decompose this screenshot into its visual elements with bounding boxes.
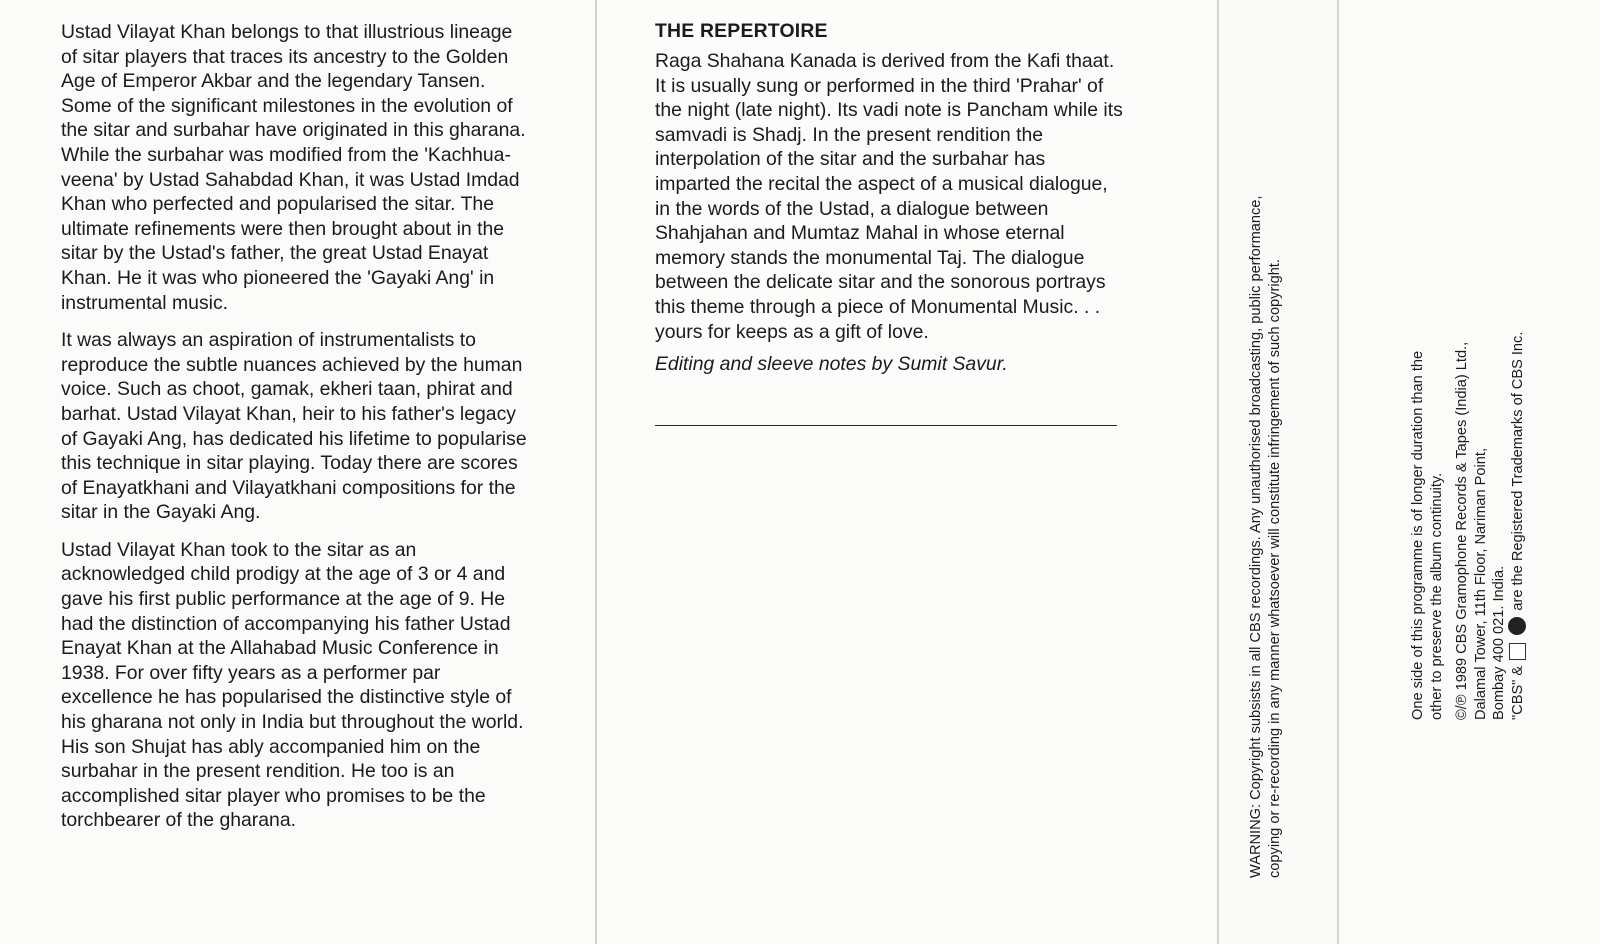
biography-panel	[0, 0, 595, 944]
biography-paragraph-1: Ustad Vilayat Khan belongs to that illustrious lineage of sitar players that traces its ancestry to the Golden Age of Emperor Akbar and the legendary Tansen. Some of the significant milestones in the evolution of the sitar and surbahar have originated in this gharana. While the surbahar was modified from the 'Kachhua-veena' by Ustad Sahabdad Khan, it was Ustad Imdad Khan who perfected and popularised the sitar. The ultimate refinements were then brought about in the sitar by the Ustad's father, the great Ustad Enayat Khan. He it was who pioneered the 'Gayaki Ang' in instrumental music.	[61, 21, 526, 314]
sleeve-notes-credit: Editing and sleeve notes by Sumit Savur.	[655, 353, 1008, 376]
warning-line-1: WARNING: Copyright subsists in all CBS recordings. Any unauthorised broadcasting, public performance,	[1248, 195, 1264, 878]
copyright-line-3: Bombay 400 021. India.	[1491, 565, 1508, 720]
trademark-line	[1509, 332, 1528, 720]
biography-column	[61, 20, 531, 846]
biography-paragraph-2: It was always an aspiration of instrumentalists to reproduce the subtle nuances achieved by the human voice. Such as choot, gamak, ekheri taan, phirat and barhat. Ustad Vilayat Khan, heir to his father's legacy of Gayaki Ang, has dedicated his lifetime to popularise this technique in sitar playing. Today there are scores of Enayatkhani and Vilayatkhani compositions for the sitar in the Gayaki Ang.	[61, 329, 527, 524]
publisher-text	[1409, 332, 1528, 720]
biography-paragraph-3: Ustad Vilayat Khan took to the sitar as an acknowledged child prodigy at the age of 3 or 4 and gave his first public performance at the age of 9. He had the distinction of accompanying his father Ustad Enayat Khan at the Allahabad Music Conference in 1938. For over fifty years as a performer par excellence he has popularised the distinctive style of his gharana not only in India but throughout the world. His son Shujat has ably accompanied him on the surbahar in the present rendition. He too is an accomplished sitar player who promises to be the torchbearer of the gharana.	[61, 538, 524, 832]
cbs-eye-logo-icon	[1508, 617, 1526, 635]
divider-rule	[655, 425, 1117, 426]
continuity-note-line-2: other to preserve the album continuity.	[1428, 472, 1445, 720]
repertoire-paragraph: Raga Shahana Kanada is derived from the Kafi thaat. It is usually sung or performed in the third 'Prahar' of the night (late night). Its vadi note is Pancham while its samvadi is Shadj. In the present rendition the interpolation of the sitar and the surbahar has imparted the recital the aspect of a musical dialogue, in the words of the Ustad, a dialogue between Shahjahan and Mumtaz Mahal in whose eternal memory stands the monumental Taj. The dialogue between the delicate sitar and the sonorous portrays this theme through a piece of Monumental Music. . . yours for keeps as a gift of love.	[655, 50, 1123, 343]
copyright-warning-text	[1247, 196, 1284, 878]
trademark-suffix: are the Registered Trademarks of CBS Inc.	[1509, 331, 1526, 611]
repertoire-panel	[597, 0, 1217, 944]
warning-line-2: copying or re-recording in any manner whatsoever will constitute infringement of such copyright.	[1266, 259, 1283, 878]
repertoire-heading: THE REPERTOIRE	[655, 20, 828, 42]
cbs-logo-icon	[1509, 643, 1526, 660]
trademark-prefix: "CBS" &	[1509, 665, 1526, 720]
continuity-note-line-1: One side of this programme is of longer duration than the	[1410, 350, 1426, 720]
copyright-warning-panel	[1219, 0, 1337, 944]
publisher-panel	[1339, 0, 1600, 944]
copyright-line-2: Dalamal Tower, 11th Floor, Nariman Point,	[1472, 448, 1489, 720]
repertoire-column	[655, 20, 1125, 377]
copyright-line-1: ©/℗ 1989 CBS Gramophone Records & Tapes (India) Ltd.,	[1454, 341, 1471, 720]
